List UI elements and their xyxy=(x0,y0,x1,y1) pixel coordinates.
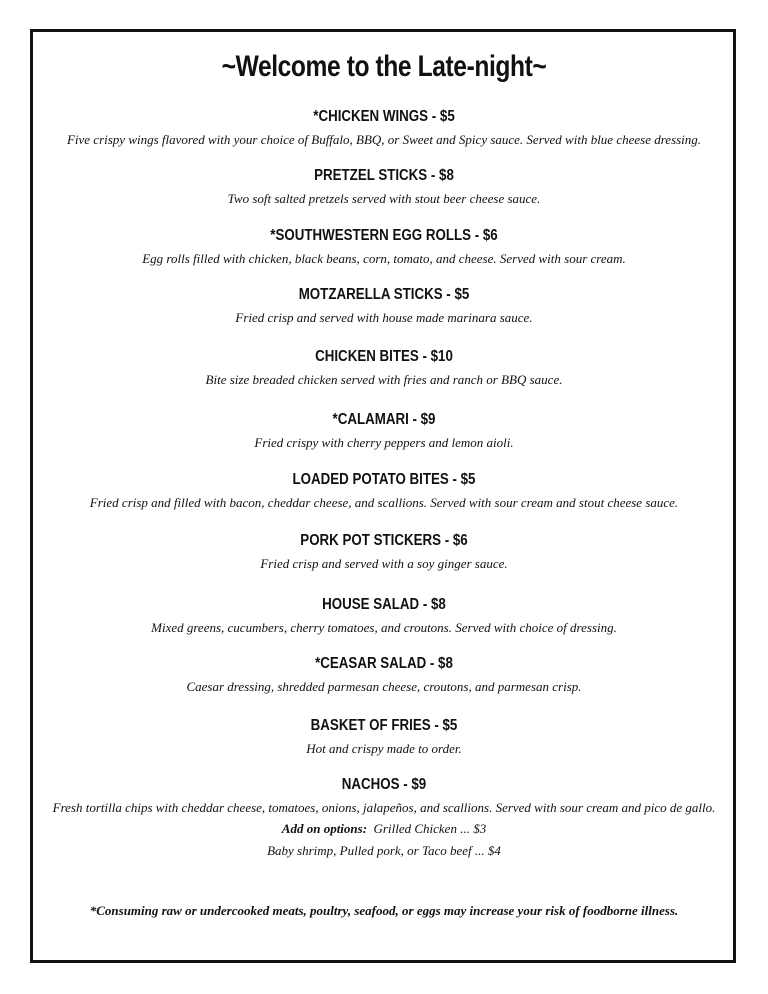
item-name: PORK POT STICKERS - $6 xyxy=(300,532,468,549)
item-description: Mixed greens, cucumbers, cherry tomatoes, and croutons. Served with choice of dressing. xyxy=(151,620,617,635)
item-description: Egg rolls filled with chicken, black beans, corn, tomato, and cheese. Served with sour cream. xyxy=(142,251,626,266)
item-name: *CEASAR SALAD - $8 xyxy=(315,655,453,672)
menu-item-pretzel-sticks xyxy=(40,166,728,209)
food-safety-disclaimer: *Consuming raw or undercooked meats, poultry, seafood, or eggs may increase your risk of foodborne illness. xyxy=(89,903,679,918)
item-name: LOADED POTATO BITES - $5 xyxy=(292,471,476,488)
item-name: PRETZEL STICKS - $8 xyxy=(314,167,454,184)
menu-item-pork-pot-stickers xyxy=(40,531,728,574)
menu-item-mozzarella-sticks xyxy=(40,285,728,328)
menu-item-chicken-bites xyxy=(40,347,728,390)
item-description: Caesar dressing, shredded parmesan cheese, croutons, and parmesan crisp. xyxy=(186,679,582,694)
item-description: Bite size breaded chicken served with fries and ranch or BBQ sauce. xyxy=(205,372,563,387)
item-description: Fresh tortilla chips with cheddar cheese, tomatoes, onions, jalapeños, and scallions. Served with sour cream and pico de gallo. xyxy=(52,800,716,815)
item-description: Hot and crispy made to order. xyxy=(306,741,462,756)
item-name: *CHICKEN WINGS - $5 xyxy=(313,108,455,125)
menu-item-chicken-wings xyxy=(40,107,728,150)
addon-line-1 xyxy=(40,818,728,840)
addon-line-2: Baby shrimp, Pulled pork, or Taco beef ... $4 xyxy=(267,843,501,858)
item-name: CHICKEN BITES - $10 xyxy=(315,348,453,365)
item-name: NACHOS - $9 xyxy=(341,776,427,793)
menu-item-egg-rolls xyxy=(40,226,728,269)
item-name: *CALAMARI - $9 xyxy=(332,411,436,428)
item-name: HOUSE SALAD - $8 xyxy=(322,596,446,613)
item-description: Two soft salted pretzels served with stout beer cheese sauce. xyxy=(227,191,541,206)
item-name: *SOUTHWESTERN EGG ROLLS - $6 xyxy=(270,227,498,244)
addon-grilled-chicken: Grilled Chicken ... $3 xyxy=(373,821,487,836)
item-description: Fried crisp and filled with bacon, cheddar cheese, and scallions. Served with sour cream and stout cheese sauce. xyxy=(89,495,679,510)
item-description: Fried crisp and served with a soy ginger sauce. xyxy=(260,556,508,571)
item-description: Five crispy wings flavored with your choice of Buffalo, BBQ, or Sweet and Spicy sauce. Served with blue cheese dressing. xyxy=(66,132,702,147)
menu-item-caesar-salad xyxy=(40,654,728,697)
menu-item-house-salad xyxy=(40,595,728,638)
item-name: MOTZARELLA STICKS - $5 xyxy=(298,286,470,303)
menu-item-calamari xyxy=(40,410,728,453)
menu-item-nachos xyxy=(40,775,728,862)
menu-item-loaded-potato-bites xyxy=(40,470,728,513)
item-description: Fried crisp and served with house made marinara sauce. xyxy=(235,310,533,325)
menu-title: ~Welcome to the Late-night~ xyxy=(221,50,547,83)
item-name: BASKET OF FRIES - $5 xyxy=(310,717,458,734)
addon-label: Add on options: xyxy=(281,821,368,836)
item-description: Fried crispy with cherry peppers and lemon aioli. xyxy=(254,435,514,450)
menu-item-basket-of-fries xyxy=(40,716,728,759)
